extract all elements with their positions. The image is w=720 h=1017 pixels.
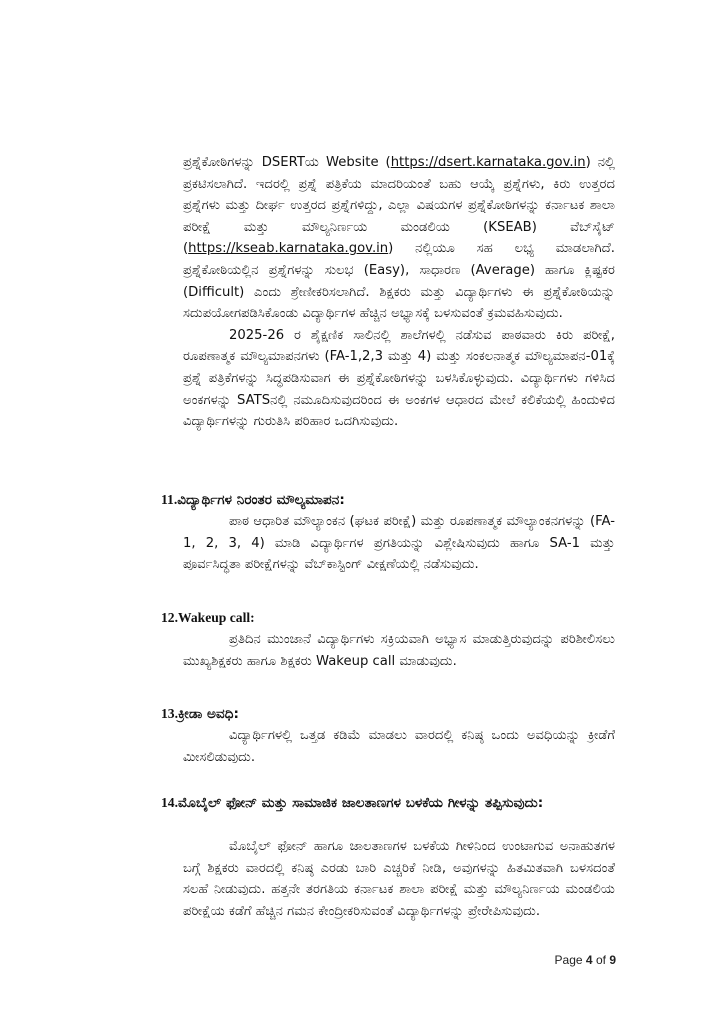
section-title: ಕ್ರೀಡಾ ಅವಧಿ: <box>178 706 239 722</box>
intro-paragraph-2: 2025-26 ರ ಶೈಕ್ಷಣಿಕ ಸಾಲಿನಲ್ಲಿ ಶಾಲೆಗಳಲ್ಲಿ ನಡೆಸುವ ಪಾಠವಾರು ಕಿರು ಪರೀಕ್ಷೆ, ರೂಪಣಾತ್ಮಕ ಮೌಲ್ಯಮಾಪನಗಳು (FA-1,2,3 ಮತ್ತು 4) ಮತ್ತು ಸಂಕಲನಾತ್ಮಕ ಮೌಲ್ಯಮಾಪನ-01ಕ್ಕೆ ಪ್ರಶ್ನೆ ಪತ್ರಿಕೆಗಳನ್ನು ಸಿದ್ಧಪಡಿಸುವಾಗ ಈ ಪ್ರಶ್ನೆಕೋಠಿಗಳನ್ನು ಬಳಸಿಕೊಳ್ಳುವುದು. ವಿದ್ಯಾರ್ಥಿಗಳು ಗಳಿಸಿದ ಅಂಕಗಳನ್ನು SATSನಲ್ಲಿ ನಮೂದಿಸುವುದರಿಂದ ಈ ಅಂಕಗಳ ಆಧಾರದ ಮೇಲೆ ಕಲಿಕೆಯಲ್ಲಿ ಹಿಂದುಳಿದ ವಿದ್ಯಾರ್ಥಿಗಳನ್ನು ಗುರುತಿಸಿ ಪರಿಹಾರ ಒದಗಿಸುವುದು. <box>183 327 615 430</box>
dsert-link[interactable]: https://dsert.karnataka.gov.in <box>390 155 586 170</box>
section-paragraph: ಪಾಠ ಆಧಾರಿತ ಮೌಲ್ಯಾಂಕನ (ಘಟಕ ಪರೀಕ್ಷೆ) ಮತ್ತು ರೂಪಣಾತ್ಮಕ ಮೌಲ್ಯಾಂಕನಗಳನ್ನು (FA-1, 2, 3, 4) ಮಾಡಿ ವಿದ್ಯಾರ್ಥಿಗಳ ಪ್ರಗತಿಯನ್ನು ವಿಶ್ಲೇಷಿಸುವುದು ಹಾಗೂ SA-1 ಮತ್ತು ಪೂರ್ವಸಿದ್ಧತಾ ಪರೀಕ್ಷೆಗಳನ್ನು ವೆಬ್‌ಕಾಸ್ಟಿಂಗ್ ವೀಕ್ಷಣೆಯಲ್ಲಿ ನಡೆಸುವುದು. <box>183 514 615 573</box>
section-body-13 <box>183 725 615 768</box>
section-body-11 <box>183 511 615 576</box>
section-title: ಮೊಬೈಲ್ ಫೋನ್ ಮತ್ತು ಸಾಮಾಜಿಕ ಜಾಲತಾಣಗಳ ಬಳಕೆಯ ಗೀಳನ್ನು ತಪ್ಪಿಸುವುದು: <box>178 795 544 811</box>
page-number <box>555 953 616 967</box>
intro-text: ಪ್ರಶ್ನೆಕೋಠಿಗಳನ್ನು DSERTಯ Website ( <box>183 155 391 170</box>
page-of-label: of <box>595 953 606 967</box>
section-paragraph: ಮೊಬೈಲ್ ಫೋನ್ ಹಾಗೂ ಜಾಲತಾಣಗಳ ಬಳಕೆಯ ಗೀಳಿನಿಂದ ಉಂಟಾಗುವ ಅನಾಹುತಗಳ ಬಗ್ಗೆ ಶಿಕ್ಷಕರು ವಾರದಲ್ಲಿ ಕನಿಷ್ಠ ಎರಡು ಬಾರಿ ಎಚ್ಚರಿಕೆ ನೀಡಿ, ಅವುಗಳನ್ನು ಹಿತಮಿತವಾಗಿ ಬಳಸದಂತೆ ಸಲಹೆ ನೀಡುವುದು. ಹತ್ತನೇ ತರಗತಿಯ ಕರ್ನಾಟಕ ಶಾಲಾ ಪರೀಕ್ಷೆ ಮತ್ತು ಮೌಲ್ಯನಿರ್ಣಯ ಮಂಡಲಿಯ ಪರೀಕ್ಷೆಯ ಕಡೆಗೆ ಹೆಚ್ಚಿನ ಗಮನ ಕೇಂದ್ರೀಕರಿಸುವಂತೆ ವಿದ್ಯಾರ್ಥಿಗಳನ್ನು ಪ್ರೇರೇಪಿಸುವುದು. <box>183 839 615 919</box>
section-number: 13. <box>161 706 178 721</box>
section-number: 14. <box>161 795 178 810</box>
section-body-12 <box>183 629 615 672</box>
section-number: 12. <box>161 610 178 625</box>
section-number: 11. <box>161 492 178 507</box>
section-heading-13 <box>161 703 239 726</box>
page-total: 9 <box>609 953 616 967</box>
intro-paragraph-1 <box>183 152 615 325</box>
section-paragraph: ವಿದ್ಯಾರ್ಥಿಗಳಲ್ಲಿ ಒತ್ತಡ ಕಡಿಮೆ ಮಾಡಲು ವಾರದಲ್ಲಿ ಕನಿಷ್ಠ ಒಂದು ಅವಧಿಯನ್ನು ಕ್ರೀಡೆಗೆ ಮೀಸಲಿಡುವುದು. <box>183 728 615 765</box>
section-title: Wakeup call: <box>178 610 255 625</box>
section-paragraph: ಪ್ರತಿದಿನ ಮುಂಜಾನೆ ವಿದ್ಯಾರ್ಥಿಗಳು ಸಕ್ರಿಯವಾಗಿ ಅಭ್ಯಾಸ ಮಾಡುತ್ತಿರುವುದನ್ನು ಪರಿಶೀಲಿಸಲು ಮುಖ್ಯಶಿಕ್ಷಕರು ಹಾಗೂ ಶಿಕ್ಷಕರು Wakeup call ಮಾಡುವುದು. <box>183 632 615 669</box>
page-label: Page <box>554 953 583 967</box>
section-heading-12 <box>161 607 255 630</box>
section-title: ವಿದ್ಯಾರ್ಥಿಗಳ ನಿರಂತರ ಮೌಲ್ಯಮಾಪನ: <box>177 492 345 508</box>
page-current: 4 <box>585 953 593 967</box>
kseab-link[interactable]: https://kseab.karnataka.gov.in <box>188 241 389 257</box>
intro-text: ) ನಲ್ಲಿಯೂ ಸಹ ಲಭ್ಯ ಮಾಡಲಾಗಿದೆ. ಪ್ರಶ್ನೆಕೋಠಿಯಲ್ಲಿನ ಪ್ರಶ್ನೆಗಳನ್ನು ಸುಲಭ (Easy), ಸಾಧಾರಣ (Average) ಹಾಗೂ ಕ್ಲಿಷ್ಟಕರ (Difficult) ಎಂದು ಶ್ರೇಣೀಕರಿಸಲಾಗಿದೆ. ಶಿಕ್ಷಕರು ಮತ್ತು ವಿದ್ಯಾರ್ಥಿಗಳು ಈ ಪ್ರಶ್ನೆಕೋಠಿಯನ್ನು ಸದುಪಯೋಗಪಡಿಸಿಕೊಂಡು ವಿದ್ಯಾರ್ಥಿಗಳ ಹೆಚ್ಚಿನ ಅಭ್ಯಾಸಕ್ಕೆ ಬಳಸುವಂತೆ ಕ್ರಮವಹಿಸುವುದು. <box>183 241 615 322</box>
section-heading-14 <box>161 792 617 815</box>
section-heading-11 <box>161 489 345 512</box>
section-body-14 <box>183 836 615 922</box>
intro-text: ) ನಲ್ಲಿ ಪ್ರಕಟಿಸಲಾಗಿದೆ. ಇದರಲ್ಲಿ ಪ್ರಶ್ನೆ ಪತ್ರಿಕೆಯ ಮಾದರಿಯಂತೆ ಬಹು ಆಯ್ಕೆ ಪ್ರಶ್ನೆಗಳು, ಕಿರು ಉತ್ತರದ ಪ್ರಶ್ನೆಗಳು ಮತ್ತು ದೀರ್ಘ ಉತ್ತರದ ಪ್ರಶ್ನೆಗಳಿದ್ದು, ಎಲ್ಲಾ ವಿಷಯಗಳ ಪ್ರಶ್ನೆಕೋಠಿಗಳನ್ನು ಕರ್ನಾಟಕ ಶಾಲಾ ಪರೀಕ್ಷೆ ಮತ್ತು ಮೌಲ್ಯನಿರ್ಣಯ ಮಂಡಲಿಯ (KSEAB) ವೆಬ್‌ಸೈಟ್ ( <box>183 155 615 257</box>
intro-block <box>183 152 615 433</box>
